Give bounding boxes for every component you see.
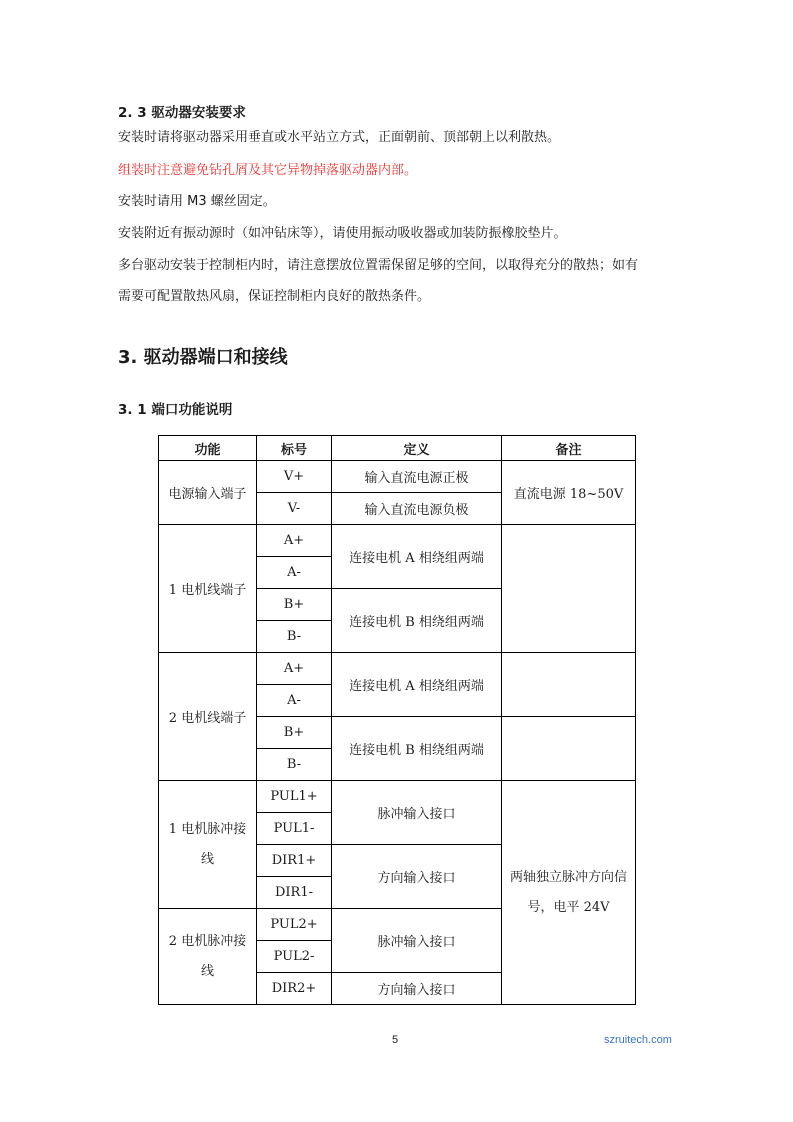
table-row <box>159 461 636 493</box>
label-cell: B- <box>257 621 332 653</box>
note-empty <box>502 717 636 781</box>
page-number: 5 <box>392 1034 399 1046</box>
section-heading-3: 3. 驱动器端口和接线 <box>118 347 288 368</box>
label-cell: DIR1+ <box>257 845 332 877</box>
definition-cell: 连接电机 A 相绕组两端 <box>332 653 502 717</box>
label-cell: A+ <box>257 525 332 557</box>
note-empty <box>502 653 636 717</box>
definition-cell: 脉冲输入接口 <box>332 781 502 845</box>
definition-cell: 脉冲输入接口 <box>332 909 502 973</box>
table-row <box>159 525 636 557</box>
group-power-input: 电源输入端子 <box>159 461 257 525</box>
definition-cell: 连接电机 A 相绕组两端 <box>332 525 502 589</box>
note-pulse: 两轴独立脉冲方向信号，电平 24V <box>502 781 636 1005</box>
table-row <box>159 653 636 685</box>
label-cell: V+ <box>257 461 332 493</box>
label-cell: B+ <box>257 589 332 621</box>
label-cell: V- <box>257 493 332 525</box>
section-heading-3-1: 3. 1 端口功能说明 <box>118 402 233 418</box>
header-label: 标号 <box>257 436 332 461</box>
install-line-4: 安装附近有振动源时（如冲钻床等），请使用振动吸收器或加装防振橡胶垫片。 <box>118 226 567 241</box>
note-empty <box>502 525 636 653</box>
label-cell: B+ <box>257 717 332 749</box>
definition-cell: 连接电机 B 相绕组两端 <box>332 717 502 781</box>
label-cell: PUL2+ <box>257 909 332 941</box>
install-line-1: 安装时请将驱动器采用垂直或水平站立方式，正面朝前、顶部朝上以利散热。 <box>118 130 561 145</box>
definition-cell: 输入直流电源正极 <box>332 461 502 493</box>
footer-website[interactable]: szruitech.com <box>604 1034 672 1046</box>
table-row <box>159 781 636 813</box>
label-cell: PUL1+ <box>257 781 332 813</box>
definition-cell: 连接电机 B 相绕组两端 <box>332 589 502 653</box>
header-definition: 定义 <box>332 436 502 461</box>
label-cell: PUL2- <box>257 941 332 973</box>
section-heading-2-3: 2. 3 驱动器安装要求 <box>118 105 246 121</box>
definition-cell: 方向输入接口 <box>332 973 502 1005</box>
table-header-row <box>159 436 636 461</box>
header-function: 功能 <box>159 436 257 461</box>
install-line-3: 安装时请用 M3 螺丝固定。 <box>118 194 276 209</box>
label-cell: B- <box>257 749 332 781</box>
group-motor2-wires: 2 电机线端子 <box>159 653 257 781</box>
definition-cell: 输入直流电源负极 <box>332 493 502 525</box>
install-warning-line: 组装时注意避免钻孔屑及其它异物掉落驱动器内部。 <box>118 163 418 178</box>
label-cell: DIR2+ <box>257 973 332 1005</box>
note-power: 直流电源 18~50V <box>502 461 636 525</box>
definition-cell: 方向输入接口 <box>332 845 502 909</box>
group-motor1-pulse: 1 电机脉冲接线 <box>159 781 257 909</box>
install-line-6: 需要可配置散热风扇，保证控制柜内良好的散热条件。 <box>118 289 431 304</box>
group-motor1-wires: 1 电机线端子 <box>159 525 257 653</box>
install-line-5: 多台驱动安装于控制柜内时，请注意摆放位置需保留足够的空间，以取得充分的散热；如有 <box>118 258 639 273</box>
label-cell: A- <box>257 685 332 717</box>
port-function-table <box>158 435 636 1005</box>
group-motor2-pulse: 2 电机脉冲接线 <box>159 909 257 1005</box>
label-cell: A+ <box>257 653 332 685</box>
label-cell: A- <box>257 557 332 589</box>
label-cell: DIR1- <box>257 877 332 909</box>
header-note: 备注 <box>502 436 636 461</box>
label-cell: PUL1- <box>257 813 332 845</box>
